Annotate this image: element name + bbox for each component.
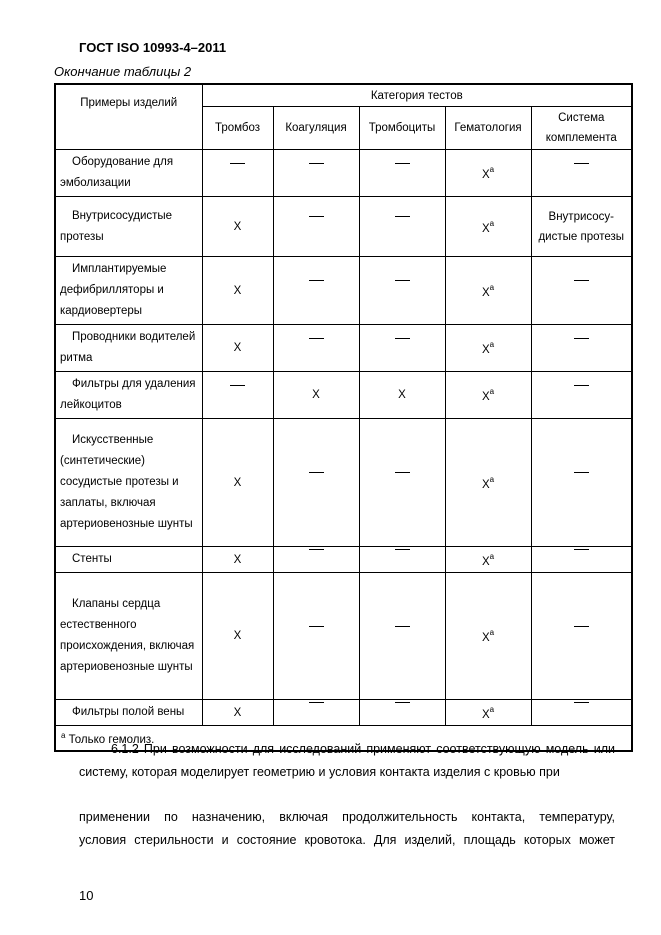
test-category-cell [531,150,632,197]
test-category-cell [273,547,359,573]
test-category-cell [202,547,273,573]
col-header-platelets: Тромбоциты [359,107,445,150]
dash-mark [574,702,589,723]
cell-value: X [481,555,490,568]
test-category-cell [531,419,632,547]
test-category-cell [273,197,359,257]
test-category-cell [359,700,445,726]
test-category-cell [359,419,445,547]
footnote-text: Только гемолиз. [68,733,155,746]
dash-mark [309,472,324,493]
col-header-examples: Примеры изделий [55,84,202,150]
test-category-cell [445,257,531,325]
dash-mark [309,702,324,723]
table-row [55,573,632,700]
dash-mark [395,549,410,570]
cell-value: X [481,631,490,644]
footnote-superscript: a [489,282,495,292]
cell-value: X [481,478,490,491]
device-example-label: Проводники водителей ритма [60,331,196,364]
dash-mark [574,549,589,570]
cell-value: X [233,220,242,233]
test-category-cell [202,700,273,726]
paragraph-line-2: применении по назначению, включая продолжительность контакта, температуру, [79,810,615,824]
dash-mark [395,280,410,301]
test-category-cell [359,197,445,257]
cell-value: X [481,708,490,721]
test-category-cell [531,257,632,325]
table-row [55,257,632,325]
table-caption: Окончание таблицы 2 [54,64,192,79]
footnote-superscript: a [489,704,495,714]
device-example-label: Внутрисосудистые протезы [60,209,173,243]
dash-mark [230,385,245,406]
document-header: ГОСТ ISO 10993-4–2011 [79,40,227,55]
dash-mark [309,163,324,184]
test-category-cell [531,700,632,726]
test-category-cell [273,257,359,325]
col-header-coagulation: Коагуляция [273,107,359,150]
device-example-cell [55,197,202,257]
device-example-label: Искусственные (синтетические) сосудистые протезы и заплаты, включая артериовенозные шунты [60,434,193,530]
cell-value: X [481,286,490,299]
test-category-cell [445,150,531,197]
dash-mark [395,626,410,647]
col-header-complement: Система комплемента [531,107,632,150]
col-header-hematology: Гематология [445,107,531,150]
cell-value: X [233,630,242,642]
col-header-thrombosis: Тромбоз [202,107,273,150]
test-category-cell [273,700,359,726]
test-category-cell [202,150,273,197]
test-category-cell [273,372,359,419]
table-row [55,419,632,547]
test-category-cell [202,197,273,257]
col-header-test-category: Категория тестов [202,84,632,107]
test-category-cell [359,325,445,372]
test-category-cell [273,573,359,700]
cell-value: X [233,284,242,297]
cell-value: X [312,389,320,401]
footnote-superscript: a [489,165,495,175]
device-example-label: Стенты [72,553,112,565]
dash-mark [574,626,589,647]
test-category-cell [359,573,445,700]
test-category-cell [531,573,632,700]
dash-mark [574,280,589,301]
cell-value: Внутрисосу-дистые протезы [538,210,625,243]
dash-mark [309,280,324,301]
footnote-superscript: a [489,474,495,484]
table-row [55,325,632,372]
dash-mark [395,702,410,723]
cell-value: X [481,343,490,356]
test-category-cell [202,419,273,547]
device-example-cell [55,372,202,419]
test-category-cell [445,547,531,573]
test-category-cell [531,197,632,257]
test-category-cell [273,419,359,547]
device-example-cell [55,419,202,547]
dash-mark [309,549,324,570]
test-category-cell [445,419,531,547]
test-category-cell [531,547,632,573]
cell-value: X [481,222,490,235]
device-example-cell [55,547,202,573]
dash-mark [395,338,410,359]
footnote-superscript: a [489,628,495,638]
test-category-cell [202,372,273,419]
device-example-cell [55,573,202,700]
table-row [55,150,632,197]
test-category-cell [202,573,273,700]
cell-value: X [481,168,490,181]
paragraph-line-3: условия стерильности и состояние кровотока. Для изделий, площадь которых может [79,833,615,847]
device-example-label: Оборудование для эмболизации [60,156,174,189]
test-category-cell [531,325,632,372]
test-category-cell [445,700,531,726]
dash-mark [230,163,245,184]
test-category-cell [359,150,445,197]
cell-value: X [233,476,242,489]
test-category-cell [531,372,632,419]
blood-interaction-table [54,83,633,752]
dash-mark [574,338,589,359]
dash-mark [574,163,589,184]
test-category-cell [202,257,273,325]
dash-mark [574,472,589,493]
test-category-cell [273,325,359,372]
cell-value: X [233,342,242,354]
test-category-cell [359,257,445,325]
dash-mark [574,385,589,406]
paragraph-6-1-2: 6.1.2 При возможности для исследований применяют соответствующую модель или систему, которая моделирует геометрию и условия контакта изделия с кровью при [79,742,615,779]
dash-mark [395,216,410,237]
device-example-cell [55,150,202,197]
test-category-cell [445,197,531,257]
cell-value: X [398,389,406,401]
test-category-cell [202,325,273,372]
cell-value: X [233,706,242,719]
dash-mark [395,163,410,184]
dash-mark [309,216,324,237]
cell-value: X [233,553,242,566]
footnote-mark: a [61,731,66,741]
dash-mark [309,626,324,647]
footnote-superscript: a [489,340,495,350]
cell-value: X [481,390,490,403]
test-category-cell [445,372,531,419]
device-example-cell [55,325,202,372]
table-row [55,547,632,573]
footnote-superscript: a [489,218,495,228]
footnote-superscript: a [489,387,495,397]
footnote-superscript: a [489,551,495,561]
device-example-cell [55,257,202,325]
test-category-cell [359,547,445,573]
device-example-cell [55,700,202,726]
test-category-cell [445,325,531,372]
page-number: 10 [79,888,94,903]
device-example-label: Фильтры для удаления лейкоцитов [60,378,196,411]
test-category-cell [445,573,531,700]
table-row [55,197,632,257]
dash-mark [309,338,324,359]
table-row [55,700,632,726]
dash-mark [395,472,410,493]
table-row [55,372,632,419]
device-example-label: Имплантируемые дефибрилляторы и кардиовертеры [60,263,167,317]
device-example-label: Клапаны сердца естественного происхождения, включая артериовенозные шунты [60,598,195,673]
test-category-cell [359,372,445,419]
test-category-cell [273,150,359,197]
device-example-label: Фильтры полой вены [72,706,185,718]
